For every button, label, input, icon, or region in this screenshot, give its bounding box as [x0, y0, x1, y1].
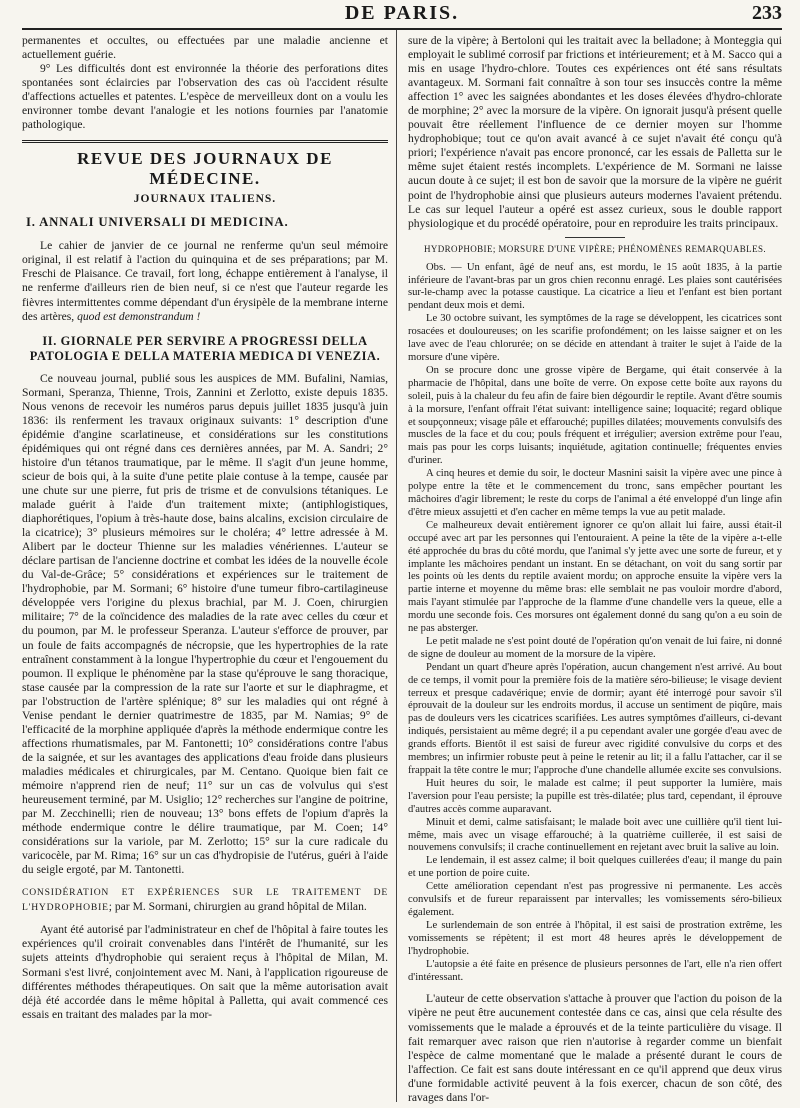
journal-heading-1: I. ANNALI UNIVERSALI DI MEDICINA. [26, 215, 289, 230]
sormani-paragraph: Ayant été autorisé par l'administrateur en chef de l'hôpital à faire toutes les expériences qu'il croirait convenables dans l'intérêt de l'humanité, sur les sujets atteints d'hydrophobie qui seraient reçus à l'hôpital de Milan, M. Sormani s'est livré, conjointement avec M. Nani, à l'application rigoureuse de différentes méthodes thérapeutiques. On sait que la même autorisation avait déjà été accordée dans le même hôpital à Palletta, qui avait commencé ces essais en traitant des malades par la mor- [22, 923, 388, 1021]
annali-text: Le cahier de janvier de ce journal ne renferme qu'un seul mémoire original, il est relatif à l'action du quinquina et de ses préparations; par M. Freschi de Plaisance. Ce travail, fort long, échappe entièrement à l'analyse, il ne renferme d'ailleurs rien de bien neuf, si ce n'est que l'auteur regarde les fièvres intermittentes comme dépendant d'un érysipèle de la membrane interne des artères, [22, 239, 388, 323]
case-paragraph: Ce malheureux devait entièrement ignorer ce qu'on allait lui faire, aussi était-il occupé avec art par les personnes qui l'entouraient. A peine la tête de la vipère a-t-elle été approchée du bras du côté mordu, que l'animal s'y jette avec une sorte de fureur, et y implante les mâchoires pendant un instant. En se détachant, on voit du sang sortir par les points où les dents du reptile avaient mordu; on approche ensuite la vipère vers la partie interne et moyenne du même bras: elle semblait ne pas vouloir mordre d'abord, mais l'ayant stimulée par l'approche de la flamme d'une chandelle vers la queue, elle a mordu une seconde fois. Ces morsures ont également donné du sang qu'on a eu soin de ne pas absterger. [408, 519, 782, 635]
page-number: 233 [752, 2, 782, 24]
topic-rule [565, 237, 625, 238]
case-paragraph: Le surlendemain de son entrée à l'hôpital, il est saisi de prostration extrême, les vomissements se répètent; il est mort 48 heures après le développement de l'hydrophobie. [408, 919, 782, 957]
running-title: DE PARIS. [344, 2, 460, 24]
considerations-author: ; par M. Sormani, chirurgien au grand hôpital de Milan. [108, 900, 367, 914]
case-paragraph: On se procure donc une grosse vipère de Bergame, qui était conservée à la pharmacie de l'hôpital, dans une boîte de verre. On expose cette boîte aux rayons du soleil, puis à la chaleur du feu afin de faire bien dégourdir le reptile. Avant d'être soumis à la morsure, l'enfant offrait l'état suivant: intelligence saine; loquacité; regard oblique et soupçonneux; visage pâle et effarouché; pupilles dilatées; mouvements convulsifs des muscles de la face et du cou; pouls fréquent et irrégulier; aversion extrême pour l'eau, mais pas pour les corps luisants; inquiétude, agitation continuelle; fréquentes envies d'uriner. [408, 364, 782, 467]
case-paragraph: Pendant un quart d'heure après l'opération, aucun changement n'est arrivé. Au bout de ce temps, il vomit pour la première fois de la matière séro-bilieuse; le visage devient terreux et presque cadavérique; envie de dormir; ayant été interrogé pour savoir s'il éprouvait de la douleur sur les endroits mordus, il accuse un sentiment de piqûre, mais pas de douleurs vers les cicatrices scarifiées. Les autres symptômes d'ailleurs, ci-devant indiqués, persistaient au même degré; il a pu cependant avaler une gorgée d'eau avec de grands efforts. Bientôt il est saisi de fureur avec rigidité convulsive du corps et des membres; un infirmier robuste peut à peine le retenir au lit; il a fallu l'attacher, car il se frappait la tête contre le mur; l'approche d'une chandelle allumée excite ses convulsions. [408, 661, 782, 776]
continuation-paragraph: sure de la vipère; à Bertoloni qui les traitait avec la belladone; à Monteggia qui employait le sublimé corrosif par frictions et intérieurement; et à M. Sacco qui a mis en usage l'hydro-chlore. Toutes ces expériences ont été sans résultats avantageux. M. Sormani fait connaître à son tour ses insuccès contre la même affection 1° avec les saignées abondantes et les doses élevées d'hydro-chlorate de morphine; 2° avec la morsure de la vipère. On ignorait jusqu'à présent quelle pouvait être réellement l'influence de ce dernier moyen sur l'homme hydrophobique; tout ce qu'on avait avancé à ce sujet n'avait été conçu qu'à priori; l'expérience n'avait pas encore prononcé, car les essais de Palletta sur le même sujet étaient restés incomplets. L'expérience de M. Sormani ne laisse aucun doute à ce sujet; il est bon de savoir que la morsure de la vipère ne guérit point de l'hydrophobie ainsi que plusieurs auteurs modernes l'avaient prétendu. Le cas sur lequel l'auteur a opéré est assez curieux, sous le double rapport physiologique et du procédé opératoire, pour en reproduire les traits principaux. [408, 34, 782, 230]
section-title: REVUE DES JOURNAUX DE MÉDECINE. [77, 149, 333, 189]
case-paragraph: Cette amélioration cependant n'est pas progressive ni permanente. Les accès convulsifs et de fureur reparaissent par intervalles; les vomissements séro-bilieux également. [408, 881, 782, 918]
header-rule [22, 28, 782, 30]
conclusion-paragraph: L'auteur de cette observation s'attache à prouver que l'action du poison de la vipère ne peut être aucunement contestée dans ce cas, ainsi que cela résulte des vomissements que le malade a éprouvés et de la teinte particulière du visage. Il fait remarquer avec raison que rien n'autorise à regarder comme un bienfait l'espèce de calme momentané que le malade a présenté durant le cours de l'affection. Ce fait est sans doute intéressant en ce qu'il apprend que deux virus d'une formidable activité peuvent à la fois exercer, chacun de son côté, des ravages dans l'or- [408, 992, 782, 1104]
right-column [408, 34, 782, 1104]
intro-paragraph: 9° Les difficultés dont est environnée la théorie des perforations dites spontanées sont éclaircies par l'observation des cas où l'accident résulte d'affections actuelles et patentes. L'espèce de merveilleux dont on a voulu les environner tombe devant l'analogie et les notions fournies par l'anatomie pathologique. [22, 62, 388, 132]
observation-paragraph: Obs. — Un enfant, âgé de neuf ans, est mordu, le 15 août 1835, à la partie inférieure de l'avant-bras par un gros chien reconnu enragé. Les plaies sont cautérisées sur-le-champ avec la potasse caustique. La cicatrice a lieu et l'enfant est bien portant pendant deux mois et demi. [408, 261, 782, 312]
page-header [22, 0, 782, 26]
left-column [22, 34, 388, 1104]
journal-heading-2: II. GIORNALE PER SERVIRE A PROGRESSI DELLA PATOLOGIA E DELLA MATERIA MEDICA DI VENEZIA. [29, 333, 381, 363]
case-paragraph: Le 30 octobre suivant, les symptômes de la rage se développent, les cicatrices sont rosacées et douloureuses; on les scarifie profondément; on les laisse saigner et on les lave avec de l'eau chlorurée; on se décide en attendant à traiter le sujet à l'aide de la morsure d'une vipère. [408, 313, 782, 363]
giornale-paragraph: Ce nouveau journal, publié sous les auspices de MM. Bufalini, Namias, Sormani, Speranza, Thienne, Trois, Zannini et Zerlotto, existe depuis 1835. Nous venons de recevoir les numéros parus depuis juillet 1835 jusqu'à juin 1836: ils renferment les travaux originaux suivants: 1° description d'une épidémie d'angine scarlatineuse, et considérations sur les constitutions épidémiques qui ont régné dans ces dernières années, par M. A. Sandri; 2° histoire d'un tétanos traumatique, par le même. Il s'agit d'un jeune homme, scieur de bois qui, à la suite d'une petite plaie contuse à la tempe, causée par une chute sur une pierre, fut pris de trisme et de convulsions tétaniques. Le malade guérit à l'aide d'un traitement mixte; (antiphlogistiques, diaphorétiques, l'opium à très-haute dose, bains alcalins, excision circulaire de la cicatrice); 3° plusieurs mémoires sur le choléra; 4° lettre adressée à M. Alibert par le docteur Thienne sur les maladies vénériennes. L'auteur se déclare partisan de l'ancienne doctrine et combat les idées de la nouvelle école du Val-de-Grâce; 5° considérations et expériences sur le traitement de l'hydrophobie, par M. Sormani; 6° histoire d'une tumeur fibro-cartilagineuse développée vers l'origine du plexus brachial, par M. J. Coen, chirurgien militaire; 7° de la coïncidence des maladies de la rate avec celles du cœur et du poumon, par M. le professeur Speranza. L'auteur s'efforce de prouver, par un foule de faits accompagnés de nécropsie, que les hypertrophies de la rate entraînent constamment à la longue l'hypertrophie du cœur et l'engouement du poumon. Il explique le phénomène par la stase qu'éprouve le sang thoracique, stase causée par la compression de la rate sur l'aorte et sur le diaphragme, et par l'obstruction de l'artère splénique; 8° sur les maladies qui ont régné à Venise pendant le dernier quatrimestre de 1835, par M. Namias; 9° de l'efficacité de la morphine appliquée d'après la méthode endermique contre les affections rhumatismales, par M. Fantonetti; 10° considérations contre l'abus de la saignée, et sur les avantages des applications d'eau froide dans plusieurs maladies médicales et chirurgicales, par M. Centano. Quoique bien fait ce mémoire n'apprend rien de neuf; 11° sur un cas de volvulus qui s'est heureusement terminé, par M. Usiglio; 12° recherches sur l'angine de poitrine, par M. Zecchinelli; rien de nouveau; 13° bons effets de l'opium d'après la méthode endermique contre le délire traumatique, par M. Coen; 14° considérations sur la variole, par M. Zerlotto; 15° sur la cure radicale du varicocèle, par M. Rima; 16° sur un cas d'hydropisie de l'utérus, guéri à l'aide du seigle ergoté, par M. Tantonetti. [22, 371, 388, 877]
section-subtitle: JOURNAUX ITALIENS. [133, 193, 277, 206]
case-paragraph: Minuit et demi, calme satisfaisant; le malade boit avec une cuillière qu'il tient lui-même, mais avec un visage effarouché; à la quatrième cuillerée, il est saisi de nouvemens convulsifs; il crache continuellement en rejetant avec bruit la salive au loin. [408, 816, 782, 854]
case-paragraph: Huit heures du soir, le malade est calme; il peut supporter la lumière, mais l'aversion pour l'eau persiste; la pupille est très-dilatée; plus tard, cependant, il éprouve d'autres accès comme auparavant. [408, 777, 782, 815]
column-divider [396, 30, 397, 1102]
annali-paragraph [22, 239, 388, 323]
considerations-title: CONSIDÉRATION ET EXPÉRIENCES SUR LE TRAITEMENT DE L'HYDROPHOBIE [22, 887, 388, 914]
annali-quote: quod est demonstrandum ! [77, 309, 201, 323]
considerations-heading [22, 885, 388, 915]
case-paragraph: Le lendemain, il est assez calme; il boit quelques cuillerées d'eau; il mange du pain et une portion de poire cuite. [408, 855, 782, 880]
intro-paragraph: permanentes et occultes, ou effectuées par une maladie ancienne et actuellement guérie. [22, 34, 388, 62]
case-topic: HYDROPHOBIE; MORSURE D'UNE VIPÈRE; PHÉNOMÈNES REMARQUABLES. [423, 243, 767, 254]
case-paragraph: L'autopsie a été faite en présence de plusieurs personnes de l'art, elle n'a rien offert d'intéressant. [408, 958, 782, 983]
section-separator [22, 140, 388, 143]
case-paragraph: Le petit malade ne s'est point douté de l'opération qu'on venait de lui faire, ni donné de signe de douleur au moment de la morsure de la vipère. [408, 635, 782, 660]
case-paragraph: A cinq heures et demie du soir, le docteur Masnini saisit la vipère avec une pince à polype entre la tête et le commencement du tronc, sans empêcher pourtant les mâchoires d'agir librement; le reste du corps de l'animal a été enveloppé d'un linge afin d'être mieux assujetti et d'en cacher en même temps la vue au petit malade. [408, 468, 782, 518]
